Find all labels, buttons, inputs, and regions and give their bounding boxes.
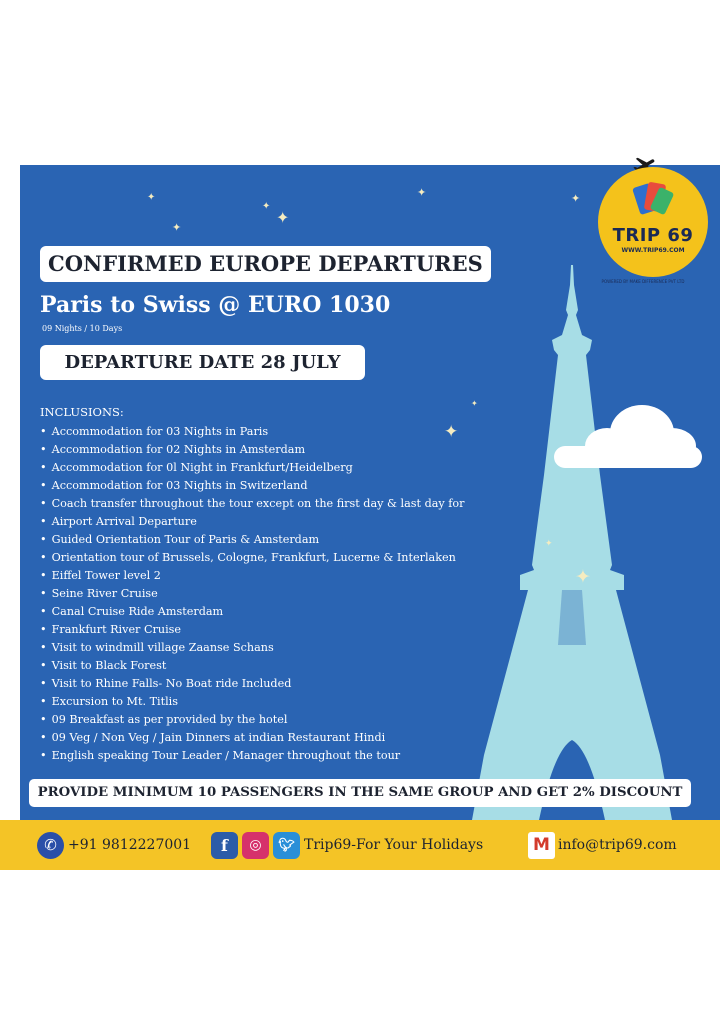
star-icon: ✦ bbox=[444, 422, 459, 442]
phone-icon: ✆ bbox=[37, 832, 64, 859]
headline-banner: CONFIRMED EUROPE DEPARTURES bbox=[40, 246, 491, 282]
discount-offer-banner: PROVIDE MINIMUM 10 PASSENGERS IN THE SAME GROUP AND GET 2% DISCOUNT bbox=[29, 779, 691, 807]
list-item: • Accommodation for 03 Nights in Paris bbox=[40, 423, 465, 441]
logo-name: TRIP 69 bbox=[612, 225, 694, 246]
inclusions-title: INCLUSIONS: bbox=[40, 405, 124, 419]
trip69-logo bbox=[598, 167, 708, 277]
list-item: • Eiffel Tower level 2 bbox=[40, 567, 465, 585]
inclusions-list bbox=[40, 423, 465, 765]
eiffel-tower-illustration bbox=[440, 265, 700, 820]
list-item: • Canal Cruise Ride Amsterdam bbox=[40, 603, 465, 621]
star-icon: ✦ bbox=[172, 221, 182, 234]
list-item: • Visit to windmill village Zaanse Schans bbox=[40, 639, 465, 657]
contact-footer bbox=[0, 820, 720, 870]
social-handle[interactable]: Trip69-For Your Holidays bbox=[304, 837, 484, 853]
list-item: • Excursion to Mt. Titlis bbox=[40, 693, 465, 711]
phone-number[interactable]: +91 9812227001 bbox=[68, 837, 192, 853]
list-item: • Seine River Cruise bbox=[40, 585, 465, 603]
list-item: • Coach transfer throughout the tour except on the first day & last day for bbox=[40, 495, 465, 513]
facebook-icon[interactable]: f bbox=[211, 832, 238, 859]
star-icon: ✦ bbox=[262, 201, 271, 212]
package-duration: 09 Nights / 10 Days bbox=[42, 324, 123, 333]
star-icon: ✦ bbox=[147, 192, 156, 203]
logo-tagline: POWERED BY MAKE DIFFERENCE PVT LTD bbox=[601, 279, 685, 284]
email-address[interactable]: info@trip69.com bbox=[558, 837, 677, 853]
list-item: • Orientation tour of Brussels, Cologne, Frankfurt, Lucerne & Interlaken bbox=[40, 549, 465, 567]
departure-date-banner: DEPARTURE DATE 28 JULY bbox=[40, 345, 365, 380]
star-icon: ✦ bbox=[571, 192, 581, 205]
star-icon: ✦ bbox=[276, 208, 290, 227]
logo-graphic bbox=[632, 177, 676, 221]
list-item: • Visit to Rhine Falls- No Boat ride Included bbox=[40, 675, 465, 693]
cloud-icon bbox=[552, 398, 702, 473]
logo-website: WWW.TRIP69.COM bbox=[621, 247, 685, 254]
list-item: • Accommodation for 02 Nights in Amsterdam bbox=[40, 441, 465, 459]
list-item: • English speaking Tour Leader / Manager throughout the tour bbox=[40, 747, 465, 765]
list-item: • Visit to Black Forest bbox=[40, 657, 465, 675]
star-icon: ✦ bbox=[471, 399, 478, 408]
list-item: • Accommodation for 0l Night in Frankfurt/Heidelberg bbox=[40, 459, 465, 477]
list-item: • Guided Orientation Tour of Paris & Amsterdam bbox=[40, 531, 465, 549]
star-icon: ✦ bbox=[545, 539, 553, 549]
list-item: • Frankfurt River Cruise bbox=[40, 621, 465, 639]
star-icon: ✦ bbox=[575, 566, 591, 588]
gmail-icon: M bbox=[528, 832, 555, 859]
star-icon: ✦ bbox=[417, 186, 427, 199]
list-item: • 09 Breakfast as per provided by the hotel bbox=[40, 711, 465, 729]
list-item: • Accommodation for 03 Nights in Switzerland bbox=[40, 477, 465, 495]
package-title: Paris to Swiss @ EURO 1030 bbox=[40, 292, 391, 318]
instagram-icon[interactable]: ◎ bbox=[242, 832, 269, 859]
list-item: • Airport Arrival Departure bbox=[40, 513, 465, 531]
list-item: • 09 Veg / Non Veg / Jain Dinners at indian Restaurant Hindi bbox=[40, 729, 465, 747]
twitter-icon[interactable]: 🐦︎ bbox=[273, 832, 300, 859]
